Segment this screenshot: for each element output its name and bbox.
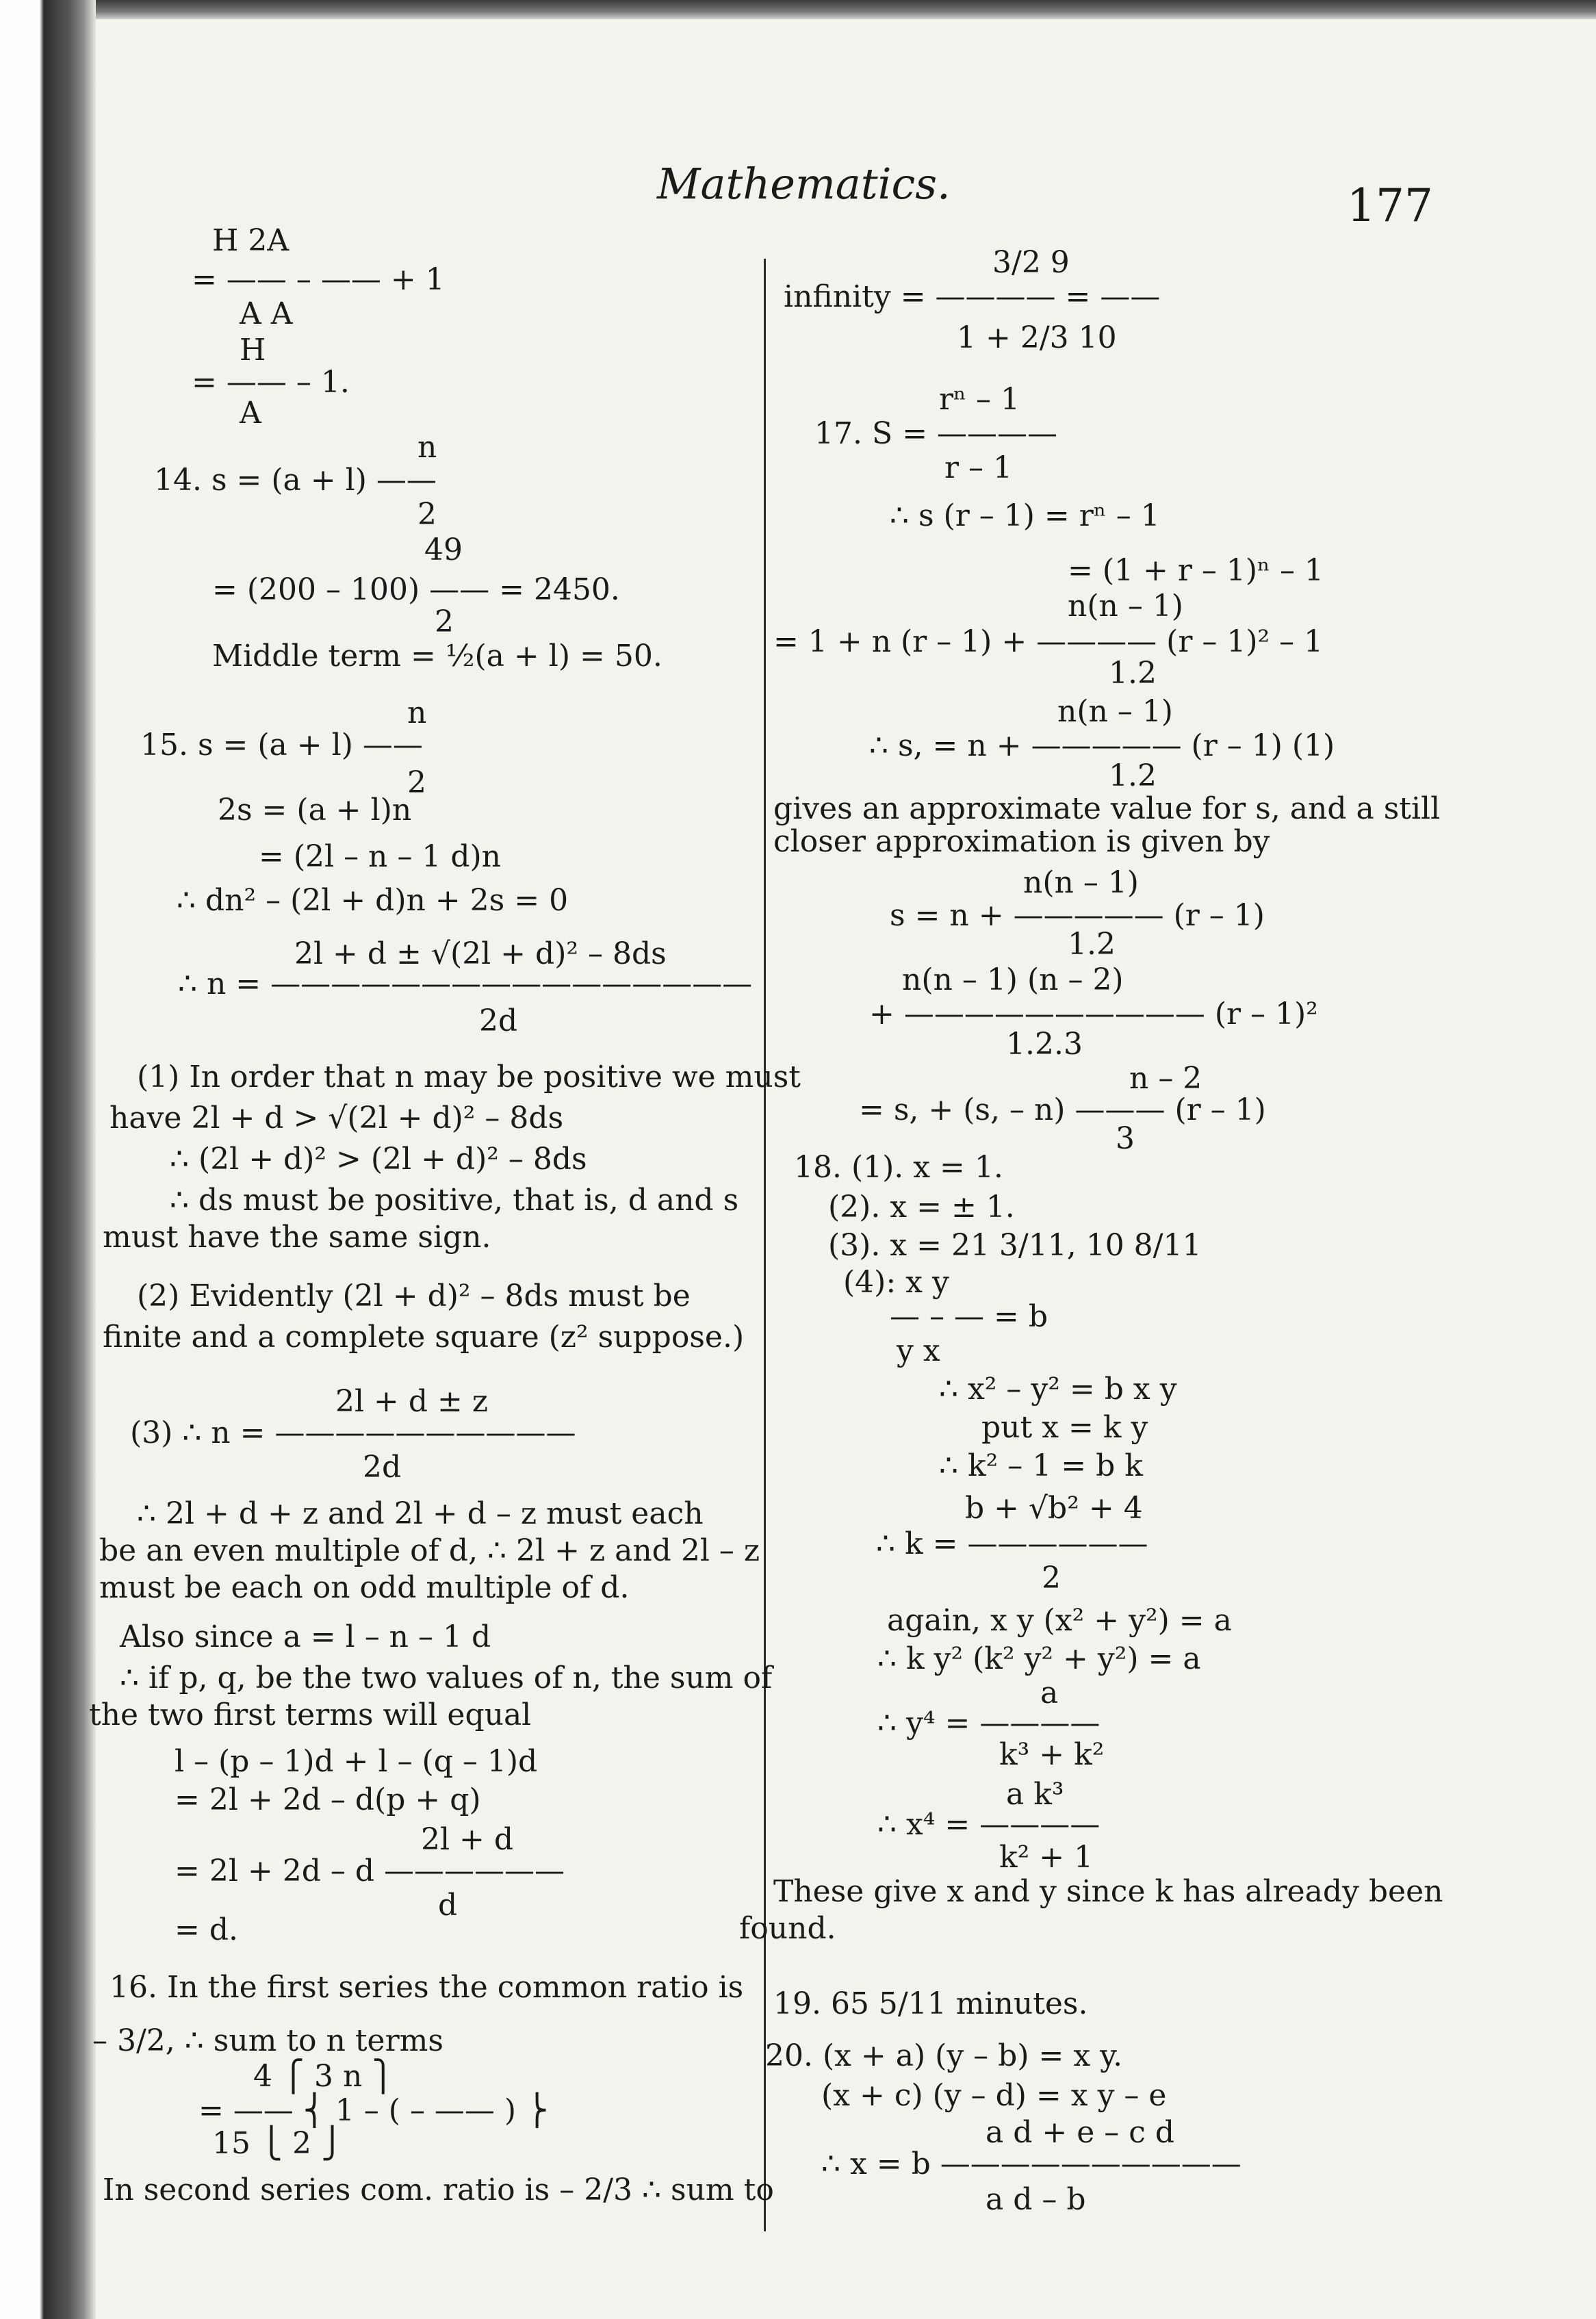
text-line: = d. <box>175 1912 239 1947</box>
text-line: — – — = b <box>890 1299 1048 1334</box>
text-line: 2 <box>407 765 426 800</box>
text-line: 2 <box>1042 1561 1061 1596</box>
text-line: 2l + d <box>421 1822 514 1857</box>
text-line: 2s = (a + l)n <box>218 793 412 828</box>
text-line: ∴ s (r – 1) = rⁿ – 1 <box>890 498 1160 533</box>
text-line: ∴ k = —————— <box>876 1526 1148 1561</box>
text-line: ∴ x² – y² = b x y <box>939 1372 1177 1407</box>
text-line: A <box>240 396 261 431</box>
text-line: 1.2 <box>1068 927 1116 962</box>
text-line: + —————————— (r – 1)² <box>869 997 1318 1032</box>
text-line: r – 1 <box>944 450 1012 485</box>
text-line: 15 ⎩ 2 ⎭ <box>212 2126 344 2161</box>
text-line: must have the same sign. <box>103 1220 491 1255</box>
text-line: = 2l + 2d – d(p + q) <box>175 1782 481 1817</box>
text-line: b + √b² + 4 <box>965 1491 1143 1526</box>
text-line: = (200 – 100) —— = 2450. <box>212 572 620 607</box>
text-line: a k³ <box>1006 1777 1064 1812</box>
text-line: y x <box>897 1333 940 1368</box>
text-line: must be each on odd multiple of d. <box>99 1570 630 1605</box>
text-line: 1 + 2/3 10 <box>957 320 1117 355</box>
text-line: These give x and y since k has already been <box>773 1874 1443 1909</box>
text-line: n(n – 1) (n – 2) <box>902 962 1124 997</box>
text-line: Middle term = ½(a + l) = 50. <box>212 639 662 674</box>
text-line: Also since a = l – n – 1 d <box>120 1619 491 1654</box>
text-line: (3). x = 21 3/11, 10 8/11 <box>828 1228 1202 1263</box>
text-line: 18. (1). x = 1. <box>794 1150 1003 1185</box>
text-line: 2l + d ± √(2l + d)² – 8ds <box>294 936 667 971</box>
text-line: 1.2.3 <box>1006 1027 1083 1062</box>
text-line: H <box>240 333 266 368</box>
text-line: finite and a complete square (z² suppose.) <box>103 1320 745 1355</box>
text-line: = (2l – n – 1 d)n <box>259 839 502 874</box>
text-line: ∴ k² – 1 = b k <box>939 1448 1143 1483</box>
text-line: H 2A <box>212 223 289 258</box>
text-line: ∴ s, = n + ————— (r – 1) (1) <box>869 728 1335 763</box>
text-line: = —— – —— + 1 <box>192 262 445 297</box>
text-line: n(n – 1) <box>1057 694 1173 729</box>
text-line: ∴ x = b —————————— <box>821 2147 1241 2181</box>
text-line: rⁿ – 1 <box>939 382 1020 417</box>
text-line: ∴ dn² – (2l + d)n + 2s = 0 <box>177 883 569 918</box>
text-line: found. <box>739 1911 836 1946</box>
text-line: be an even multiple of d, ∴ 2l + z and 2l – z <box>99 1533 760 1568</box>
text-line: = —— – 1. <box>192 365 350 400</box>
text-line: infinity = ———— = —— <box>784 279 1161 314</box>
text-line: ∴ 2l + d + z and 2l + d – z must each <box>137 1496 704 1531</box>
text-line: 2l + d ± z <box>335 1384 489 1419</box>
text-line: (4): x y <box>843 1265 949 1300</box>
text-line: 3 <box>1116 1121 1135 1156</box>
text-line: the two first terms will equal <box>89 1697 532 1732</box>
text-line: 15. s = (a + l) —— <box>140 728 423 763</box>
text-line: 4 ⎧ 3 n ⎫ <box>253 2059 395 2094</box>
text-line: = 1 + n (r – 1) + ———— (r – 1)² – 1 <box>773 624 1324 659</box>
text-line: ∴ (2l + d)² > (2l + d)² – 8ds <box>170 1142 587 1177</box>
text-line: have 2l + d > √(2l + d)² – 8ds <box>110 1101 564 1136</box>
scan-left-edge <box>0 0 96 2319</box>
text-line: ∴ ds must be positive, that is, d and s <box>170 1183 739 1218</box>
text-line: 2d <box>363 1450 402 1485</box>
text-line: (x + c) (y – d) = x y – e <box>821 2078 1167 2113</box>
text-line: 14. s = (a + l) —— <box>154 463 437 498</box>
text-line: 1.2 <box>1109 758 1157 793</box>
text-line: ∴ n = ———————————————— <box>178 966 753 1001</box>
text-line: n(n – 1) <box>1023 865 1139 900</box>
text-line: a d + e – c d <box>986 2115 1175 2150</box>
text-line: gives an approximate value for s, and a still <box>773 791 1441 826</box>
text-line: 19. 65 5/11 minutes. <box>773 1986 1088 2021</box>
text-line: = s, + (s, – n) ——— (r – 1) <box>859 1092 1266 1127</box>
text-line: d <box>438 1888 458 1923</box>
text-line: again, x y (x² + y²) = a <box>887 1603 1232 1638</box>
text-line: 1.2 <box>1109 656 1157 691</box>
text-line: = —— ⎨ 1 – ( – —— ) ⎬ <box>198 2093 549 2128</box>
text-line: k² + 1 <box>999 1840 1094 1875</box>
text-line: – 3/2, ∴ sum to n terms <box>92 2023 443 2058</box>
text-line: 2 <box>435 604 454 639</box>
text-line: n(n – 1) <box>1068 589 1183 624</box>
text-line: n <box>417 430 437 465</box>
text-line: (1) In order that n may be positive we must <box>137 1060 801 1094</box>
text-line: s = n + ————— (r – 1) <box>890 898 1265 933</box>
text-line: = (1 + r – 1)ⁿ – 1 <box>1068 553 1324 588</box>
page-number: 177 <box>1347 179 1433 232</box>
text-line: 2d <box>479 1003 518 1038</box>
text-line: In second series com. ratio is – 2/3 ∴ sum to <box>103 2173 774 2207</box>
text-line: closer approximation is given by <box>773 824 1270 859</box>
text-line: k³ + k² <box>999 1737 1105 1772</box>
text-line: (3) ∴ n = —————————— <box>130 1415 576 1450</box>
text-line: n <box>407 695 427 730</box>
scan-top-edge <box>0 0 1596 19</box>
text-line: 20. (x + a) (y – b) = x y. <box>765 2038 1123 2073</box>
text-line: n – 2 <box>1129 1061 1202 1096</box>
text-line: ∴ x⁴ = ———— <box>877 1807 1101 1842</box>
text-line: (2) Evidently (2l + d)² – 8ds must be <box>137 1279 691 1314</box>
running-head: Mathematics. <box>657 159 951 209</box>
text-line: A A <box>240 296 293 331</box>
text-line: put x = k y <box>981 1410 1148 1445</box>
text-line: = 2l + 2d – d —————— <box>175 1854 565 1888</box>
text-line: 2 <box>417 497 437 532</box>
text-line: (2). x = ± 1. <box>828 1190 1015 1225</box>
text-line: a d – b <box>986 2182 1086 2217</box>
text-line: ∴ y⁴ = ———— <box>877 1706 1101 1741</box>
text-line: ∴ if p, q, be the two values of n, the sum of <box>120 1661 773 1695</box>
text-line: ∴ k y² (k² y² + y²) = a <box>877 1641 1201 1676</box>
text-line: a <box>1040 1676 1059 1711</box>
text-line: 17. S = ———— <box>814 416 1057 451</box>
text-line: 16. In the first series the common ratio is <box>110 1970 744 2005</box>
text-line: 3/2 9 <box>992 245 1070 280</box>
text-line: 49 <box>424 533 463 567</box>
text-line: l – (p – 1)d + l – (q – 1)d <box>175 1744 538 1779</box>
